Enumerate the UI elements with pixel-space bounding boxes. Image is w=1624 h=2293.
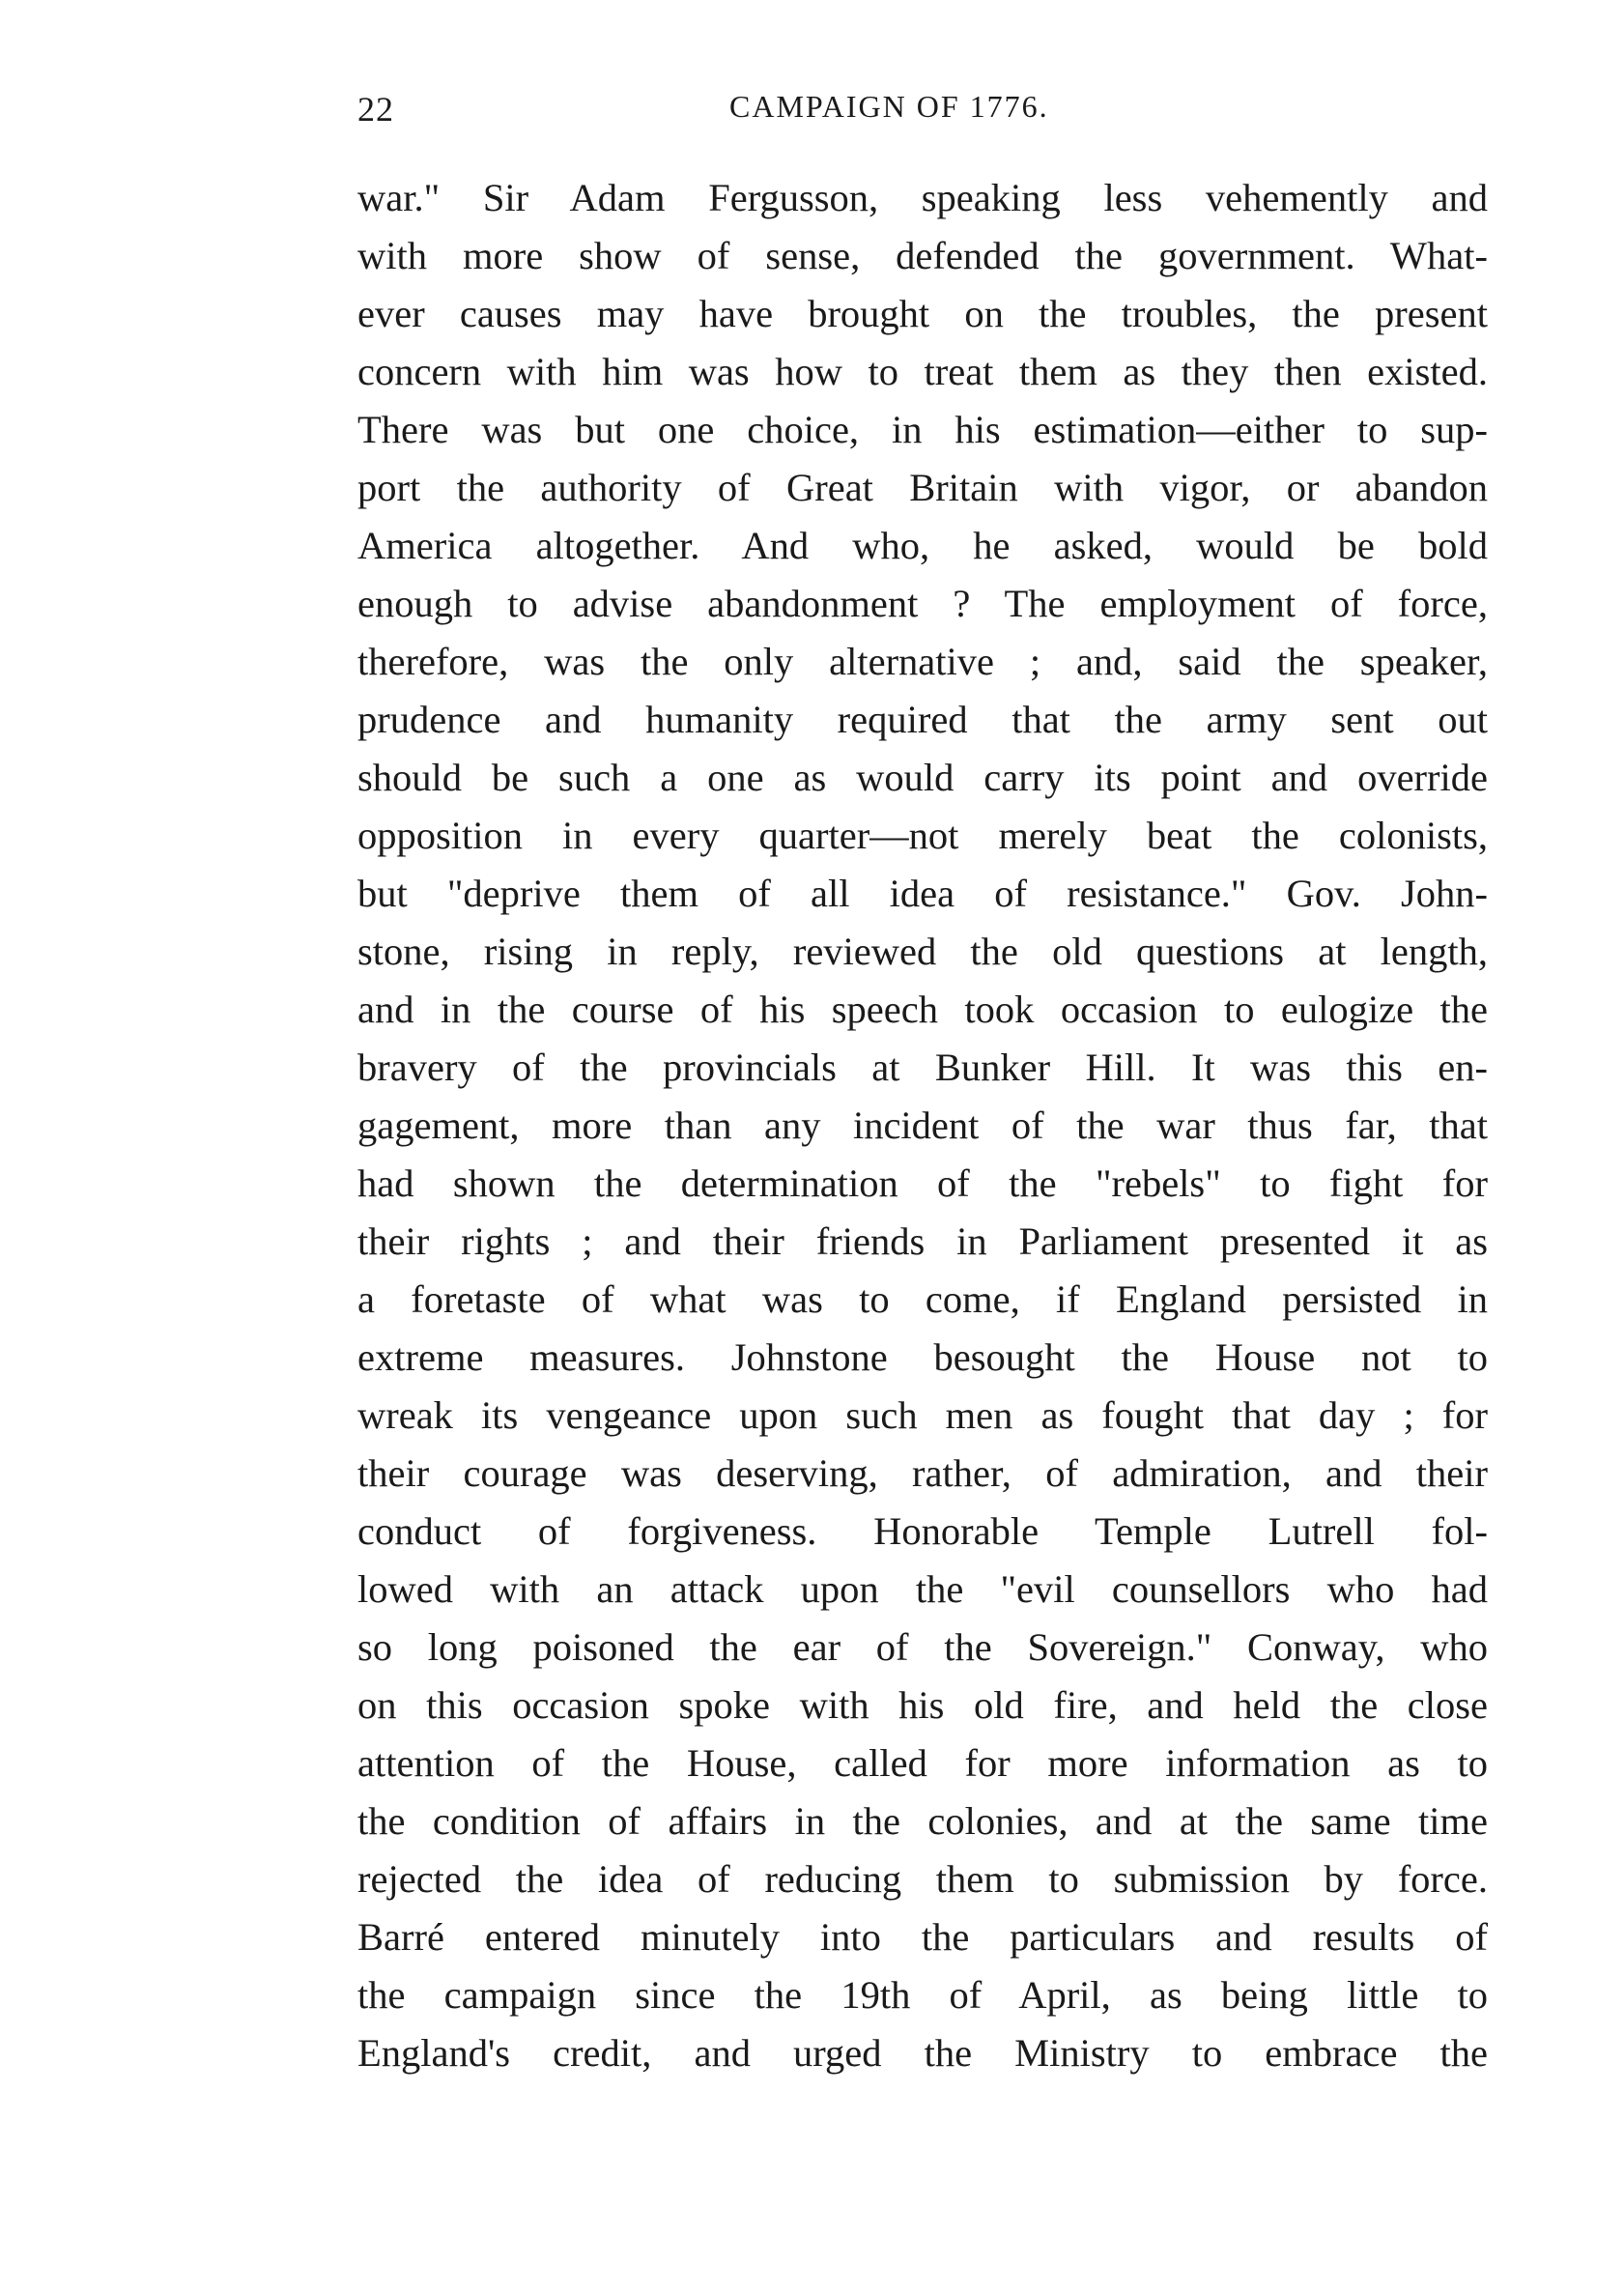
text-line: conduct of forgiveness. Honorable Temple Lutrell fol- — [357, 1509, 1488, 1553]
page-header — [357, 89, 1497, 137]
text-line: the condition of affairs in the colonies, and at the same time — [357, 1799, 1488, 1843]
text-line: There was but one choice, in his estimation—either to sup- — [357, 408, 1488, 451]
text-line: their courage was deserving, rather, of admiration, and their — [357, 1451, 1488, 1495]
text-line: attention of the House, called for more information as to — [357, 1741, 1488, 1785]
text-line: had shown the determination of the "rebels" to fight for — [357, 1161, 1488, 1205]
text-line: stone, rising in reply, reviewed the old questions at length, — [357, 930, 1488, 973]
text-line: rejected the idea of reducing them to submission by force. — [357, 1857, 1488, 1901]
text-line: so long poisoned the ear of the Sovereign." Conway, who — [357, 1625, 1488, 1669]
text-line: prudence and humanity required that the army sent out — [357, 698, 1488, 741]
text-line: should be such a one as would carry its point and override — [357, 756, 1488, 799]
running-head: CAMPAIGN OF 1776. — [729, 89, 1049, 124]
text-line: extreme measures. Johnstone besought the House not to — [357, 1335, 1488, 1379]
text-line: England's credit, and urged the Ministry to embrace the — [357, 2031, 1488, 2075]
text-line: with more show of sense, defended the government. What- — [357, 234, 1488, 277]
text-line: wreak its vengeance upon such men as fought that day ; for — [357, 1393, 1488, 1437]
text-line: on this occasion spoke with his old fire, and held the close — [357, 1683, 1488, 1727]
text-line: enough to advise abandonment ? The employment of force, — [357, 582, 1488, 625]
text-line: lowed with an attack upon the "evil counsellors who had — [357, 1567, 1488, 1611]
text-line: port the authority of Great Britain with vigor, or abandon — [357, 466, 1488, 509]
text-line: concern with him was how to treat them as they then existed. — [357, 350, 1488, 393]
text-line: and in the course of his speech took occasion to eulogize the — [357, 988, 1488, 1031]
text-line: their rights ; and their friends in Parliament presented it as — [357, 1219, 1488, 1263]
text-line: bravery of the provincials at Bunker Hill. It was this en- — [357, 1046, 1488, 1089]
body-text — [357, 169, 1488, 2082]
text-line: Barré entered minutely into the particulars and results of — [357, 1915, 1488, 1959]
text-line: the campaign since the 19th of April, as being little to — [357, 1973, 1488, 2017]
text-line: America altogether. And who, he asked, would be bold — [357, 524, 1488, 567]
text-line: gagement, more than any incident of the war thus far, that — [357, 1104, 1488, 1147]
text-line: but "deprive them of all idea of resistance." Gov. John- — [357, 872, 1488, 915]
text-line: war." Sir Adam Fergusson, speaking less vehemently and — [357, 176, 1488, 219]
text-line: therefore, was the only alternative ; and, said the speaker, — [357, 640, 1488, 683]
text-line: a foretaste of what was to come, if England persisted in — [357, 1277, 1488, 1321]
text-line: ever causes may have brought on the troubles, the present — [357, 292, 1488, 335]
page-number: 22 — [357, 90, 394, 129]
text-line: opposition in every quarter—not merely beat the colonists, — [357, 814, 1488, 857]
